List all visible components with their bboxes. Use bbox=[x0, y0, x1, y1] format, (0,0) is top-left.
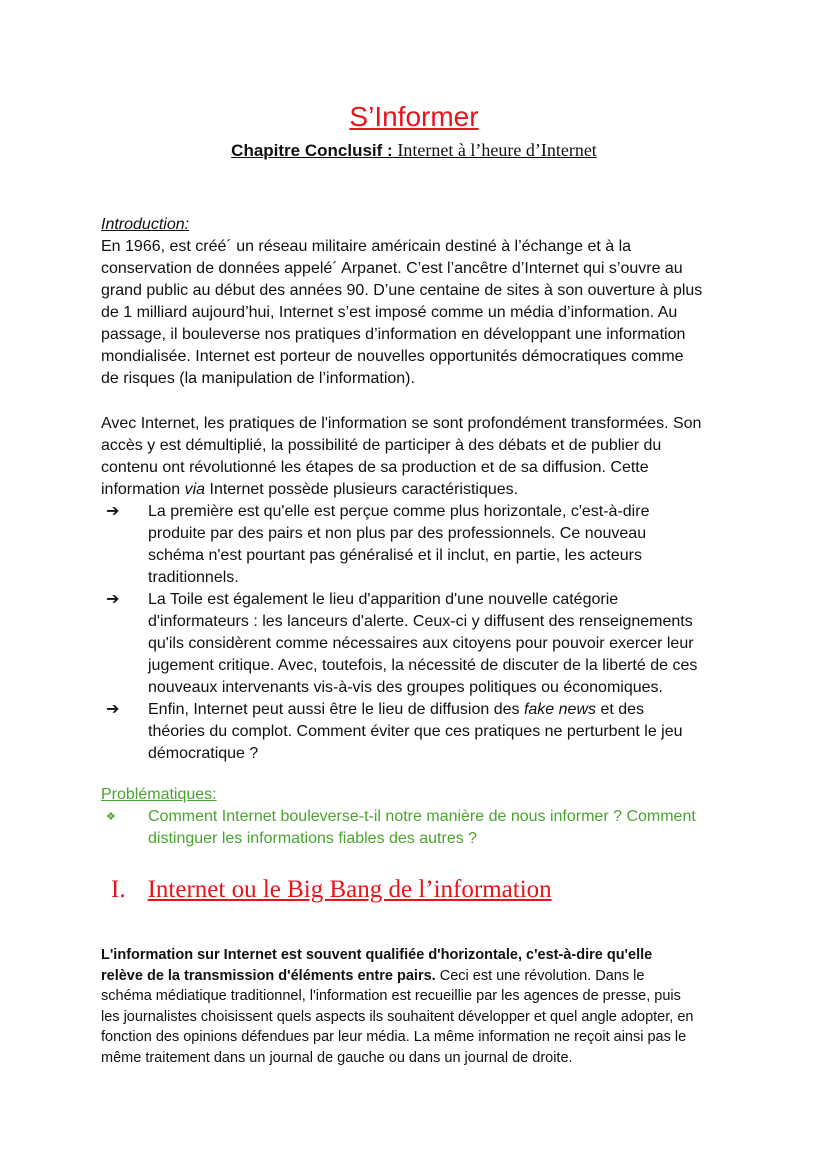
chapter-subtitle bbox=[0, 139, 828, 162]
text-line bbox=[101, 479, 701, 501]
text-segment: contenu ont révolutionné les étapes de sa production et de sa diffusion. Cette bbox=[101, 459, 649, 476]
text-segment: La Toile est également le lieu d'apparition d'une nouvelle catégorie bbox=[148, 591, 619, 608]
introduction-section bbox=[101, 214, 702, 390]
text-segment: et des bbox=[596, 701, 645, 718]
text-segment: conservation de données appelé´ Arpanet. C’est l’ancêtre d’Internet qui s’ouvre au bbox=[101, 260, 683, 277]
text-line bbox=[101, 457, 701, 479]
text-segment: schéma médiatique traditionnel, l'information est recueillie par les agences de presse, puis bbox=[101, 988, 681, 1004]
text-line bbox=[101, 1007, 693, 1028]
arrow-bullet-icon: ➔ bbox=[106, 503, 120, 520]
section-heading bbox=[111, 874, 552, 906]
introduction-text bbox=[101, 236, 702, 390]
text-line bbox=[148, 523, 649, 545]
text-line bbox=[148, 828, 696, 850]
bullet-item bbox=[106, 501, 650, 589]
text-segment: L'information sur Internet est souvent qualifiée d'horizontale, c'est-à-dire qu'elle bbox=[101, 947, 653, 963]
text-line bbox=[148, 633, 697, 655]
paragraph-2 bbox=[101, 413, 701, 501]
text-segment: Comment Internet bouleverse-t-il notre manière de nous informer ? Comment bbox=[148, 808, 696, 825]
text-line bbox=[101, 368, 702, 390]
text-segment: nouveaux intervenants vis-à-vis des groupes politiques ou économiques. bbox=[148, 679, 663, 696]
text-line bbox=[101, 258, 702, 280]
text-segment: traditionnels. bbox=[148, 569, 239, 586]
bullet-text bbox=[148, 699, 683, 765]
text-segment: grand public au début des années 90. D’une centaine de sites à son ouverture à plus bbox=[101, 282, 703, 299]
text-segment: Internet possède plusieurs caractéristiques. bbox=[205, 481, 519, 498]
text-segment: même traitement dans un journal de gauche ou dans un journal de droite. bbox=[101, 1049, 573, 1066]
text-segment: schéma n'est pourtant pas généralisé et il inclut, en partie, les acteurs bbox=[148, 547, 642, 564]
text-line bbox=[101, 413, 701, 435]
chapter-name: Internet à l’heure d’Internet bbox=[397, 140, 597, 160]
text-line bbox=[148, 611, 697, 633]
text-segment: Ceci est une révolution. Dans le bbox=[435, 967, 645, 984]
text-line bbox=[148, 677, 697, 699]
text-line bbox=[101, 986, 693, 1007]
text-line bbox=[148, 501, 649, 523]
text-line bbox=[101, 435, 701, 457]
text-line bbox=[148, 721, 683, 743]
text-line bbox=[148, 699, 683, 721]
text-segment: qu'ils considèrent comme nécessaires aux citoyens pour pouvoir exercer leur bbox=[148, 635, 694, 652]
text-segment: Enfin, Internet peut aussi être le lieu de diffusion des bbox=[148, 701, 524, 718]
text-line bbox=[101, 280, 702, 302]
text-line bbox=[148, 806, 696, 828]
text-line bbox=[148, 655, 697, 677]
introduction-heading: Introduction: bbox=[101, 216, 190, 233]
text-line bbox=[148, 743, 683, 765]
text-segment: fake news bbox=[523, 701, 596, 718]
text-segment: de 1 milliard aujourd’hui, Internet s’est imposé comme un média d’information. Au bbox=[101, 304, 678, 321]
text-segment: Avec Internet, les pratiques de l'information se sont profondément transformées. Son bbox=[101, 415, 702, 432]
document-title: S’Informer bbox=[349, 101, 479, 132]
text-line bbox=[148, 567, 649, 589]
text-segment: les journalistes choisissent quels aspects ils souhaitent développer et quel angle adopter, en bbox=[101, 1008, 694, 1025]
diamond-bullet-icon: ❖ bbox=[106, 811, 116, 823]
problematiques-heading: Problématiques: bbox=[101, 786, 217, 803]
text-line bbox=[101, 346, 702, 368]
bullet-item bbox=[106, 699, 683, 765]
text-segment: d'informateurs : les lanceurs d'alerte. Ceux-ci y diffusent des renseignements bbox=[148, 613, 693, 630]
section-1-text bbox=[101, 945, 693, 1068]
text-line bbox=[101, 1027, 693, 1048]
text-segment: jugement critique. Avec, toutefois, la nécessité de discuter de la liberté de ces bbox=[148, 657, 698, 674]
text-line bbox=[101, 966, 693, 987]
text-segment: En 1966, est créé´ un réseau militaire américain destiné à l’échange et à la bbox=[101, 238, 632, 255]
text-segment: de risques (la manipulation de l’information). bbox=[101, 370, 415, 387]
text-segment: information bbox=[101, 481, 185, 498]
section-title: Internet ou le Big Bang de l’information bbox=[147, 876, 552, 903]
text-segment: produite par des pairs et non plus par des professionnels. Ce nouveau bbox=[148, 525, 647, 542]
text-line bbox=[101, 945, 693, 966]
text-segment: passage, il bouleverse nos pratiques d’information en développant une information bbox=[101, 326, 686, 343]
text-segment: démocratique ? bbox=[148, 745, 259, 762]
text-segment: relève de la transmission d'éléments entre pairs. bbox=[101, 967, 436, 984]
text-segment: fonction des opinions défendues par leur média. La même information ne reçoit ainsi pas le bbox=[101, 1029, 687, 1045]
text-line bbox=[148, 589, 697, 611]
problematiques-text bbox=[148, 806, 696, 850]
bullet-text bbox=[148, 501, 649, 589]
text-segment: distinguer les informations fiables des autres ? bbox=[148, 830, 478, 847]
arrow-bullet-icon: ➔ bbox=[106, 591, 120, 608]
text-line bbox=[148, 545, 649, 567]
chapter-label: Chapitre Conclusif : bbox=[231, 141, 393, 160]
text-line bbox=[101, 324, 702, 346]
bullet-item bbox=[106, 589, 698, 699]
text-segment: La première est qu'elle est perçue comme plus horizontale, c'est-à-dire bbox=[148, 503, 650, 520]
arrow-bullet-icon: ➔ bbox=[106, 701, 120, 718]
text-segment: via bbox=[184, 481, 206, 498]
text-segment: théories du complot. Comment éviter que ces pratiques ne perturbent le jeu bbox=[148, 723, 683, 740]
bullet-text bbox=[148, 589, 697, 699]
text-line bbox=[101, 236, 702, 258]
text-line bbox=[101, 1048, 693, 1069]
text-segment: accès y est démultiplié, la possibilité de participer à des débats et de publier du bbox=[101, 437, 662, 454]
text-segment: mondialisée. Internet est porteur de nouvelles opportunités démocratiques comme bbox=[101, 348, 684, 365]
problematiques-item bbox=[106, 806, 696, 850]
text-line bbox=[101, 302, 702, 324]
section-number: I. bbox=[111, 876, 126, 903]
